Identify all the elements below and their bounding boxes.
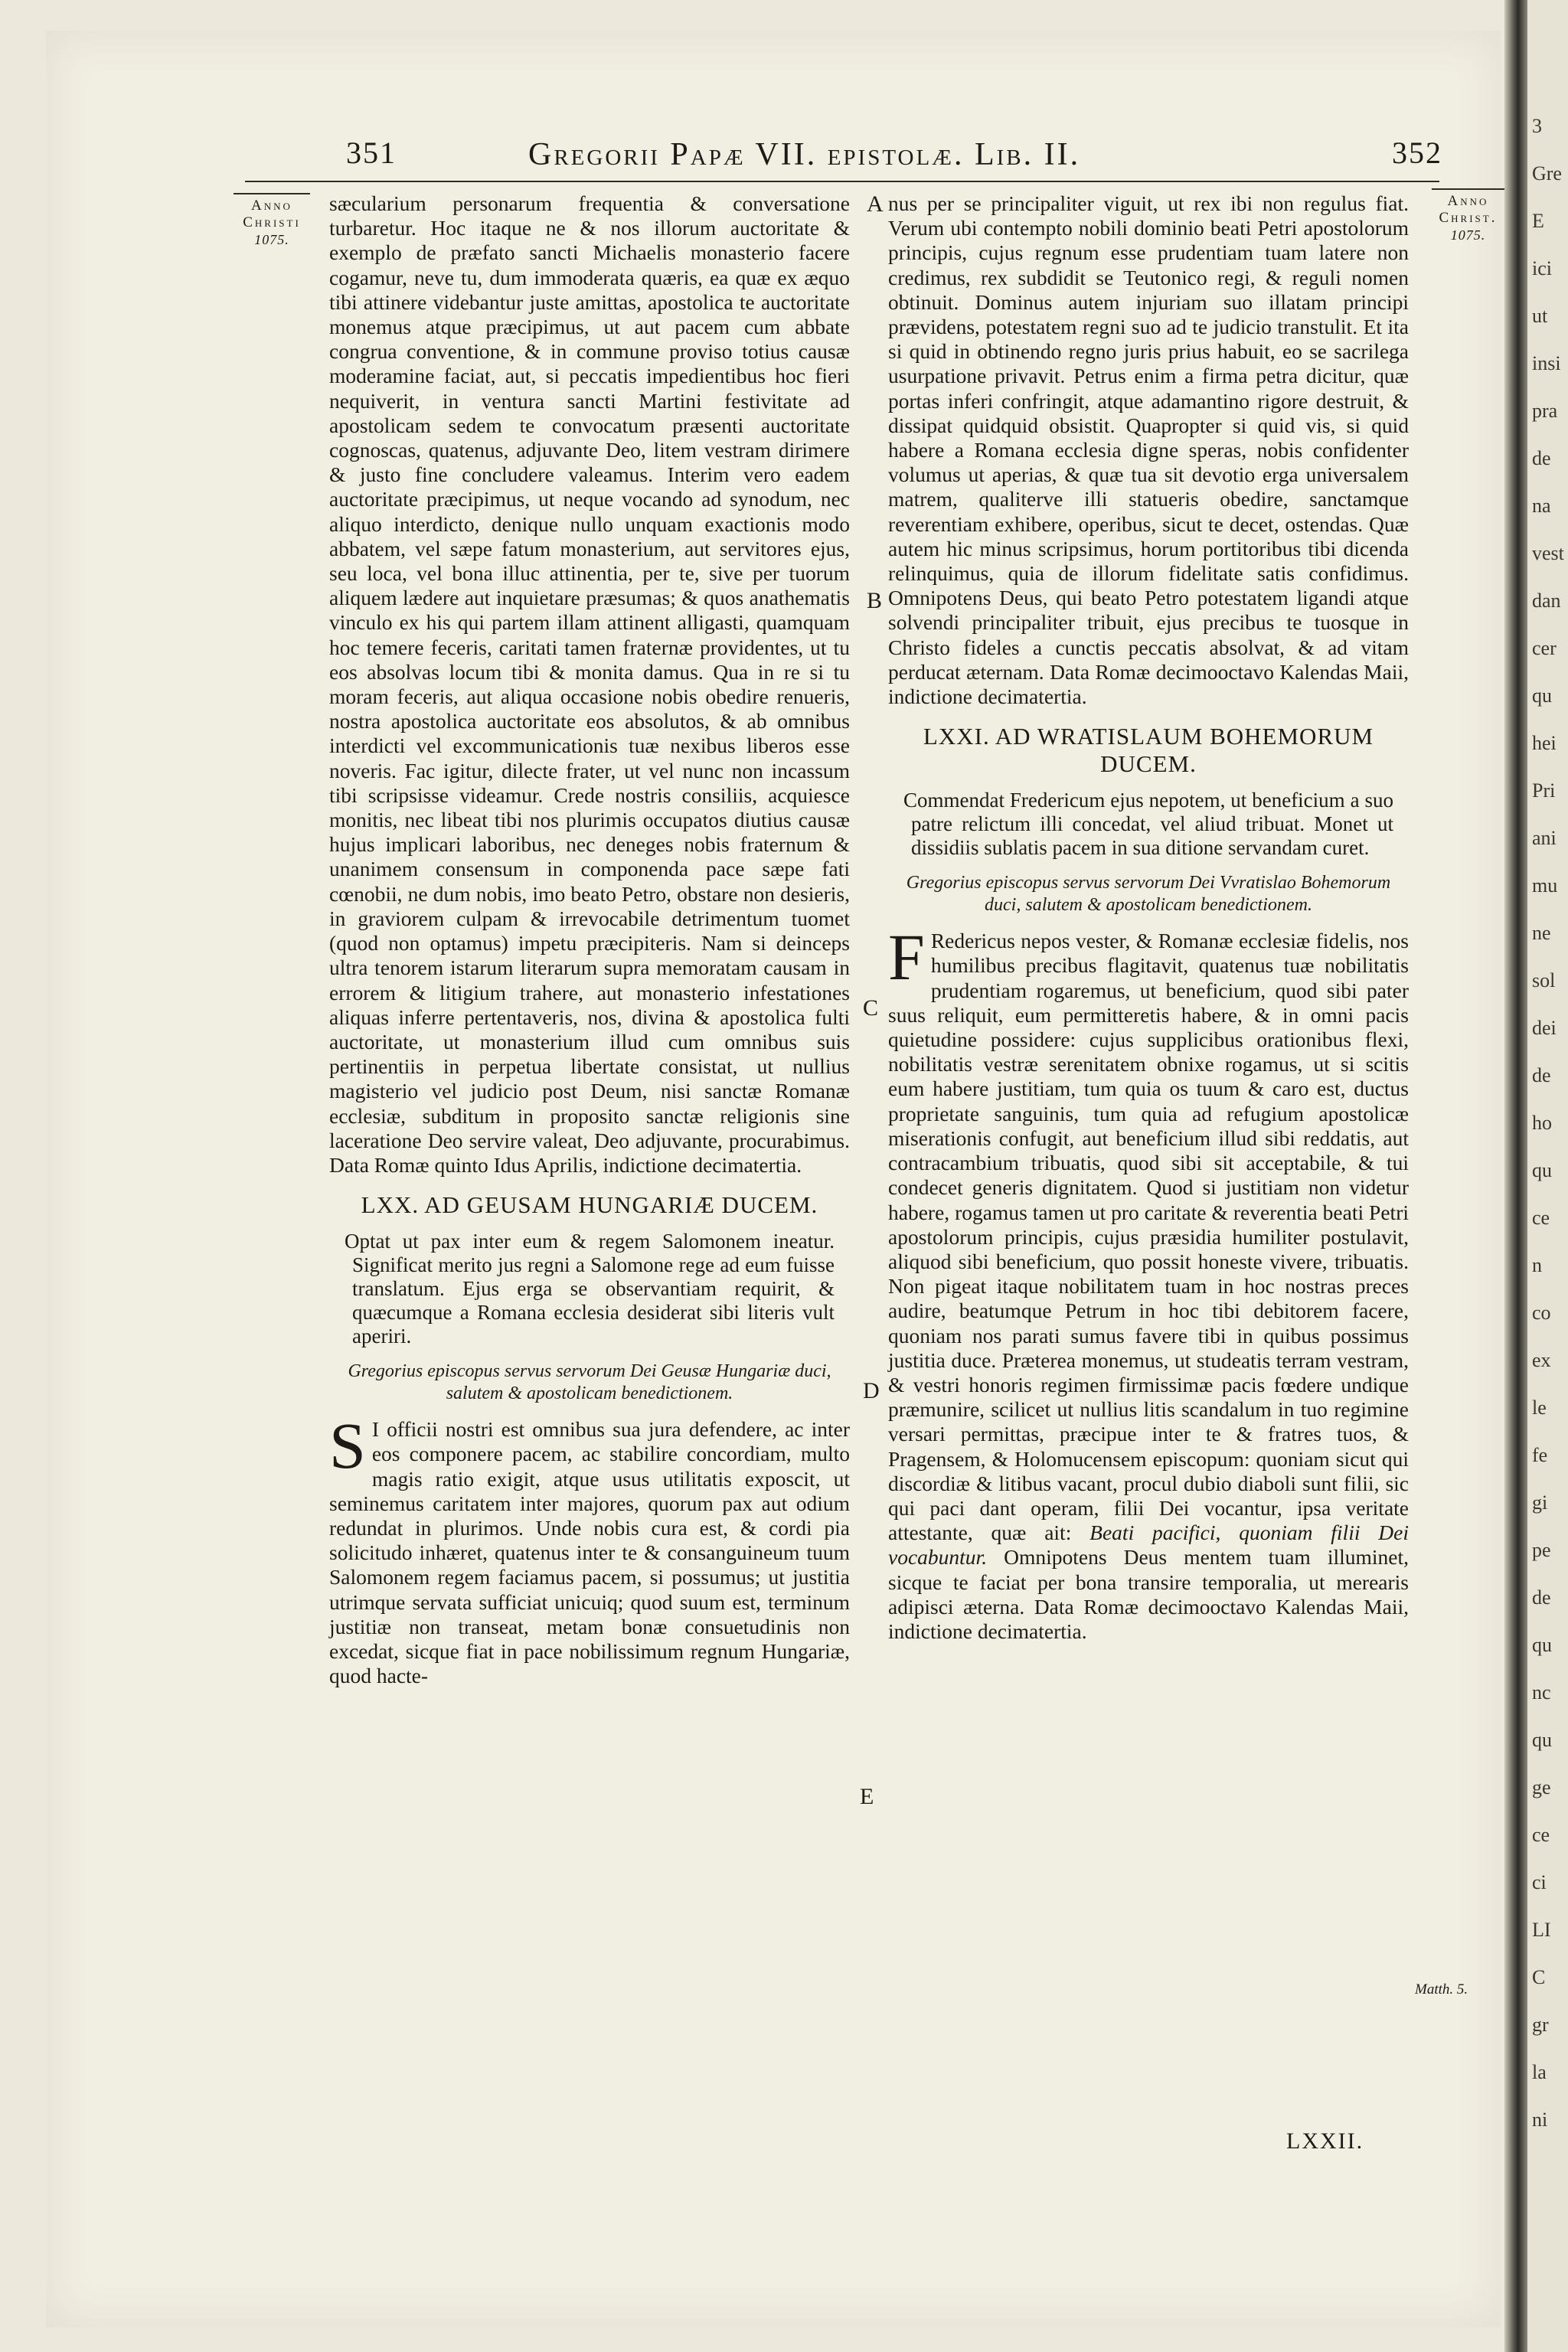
letter-lxxi-heading: LXXI. AD WRATISLAUM BOHEMORUM DUCEM. <box>923 723 1374 778</box>
next-page-fragment: ci <box>1532 1871 1547 1893</box>
letter-lxx-heading: LXX. AD GEUSAM HUNGARIÆ DUCEM. <box>361 1191 818 1219</box>
section-letter-d: D <box>863 1378 880 1403</box>
next-page-fragment: hei <box>1532 732 1557 754</box>
next-page-fragment: ut <box>1532 305 1548 327</box>
next-page-fragment: ex <box>1532 1349 1551 1371</box>
next-page-fragment: gr <box>1532 2014 1549 2036</box>
letter-lxx-text: I officii nostri est omnibus sua jura defendere, ac inter eos componere pacem, ac stabilire concordiam, multo magis ratio exigit, atque usus utilitatis exposcit, ut seminemus caritatem inter majores, quorum pax aut odium redundat in plurimos. Unde nobis cura est, & cordi pia solicitudo inhæret, quatenus inter te & consanguineum tuum Salomonem regem faciamus pacem, si possumus; ut justitia utrimque servata sufficiat unicuiq; quod suum est, terminum justitiæ non transeat, metam bonæ consuetudinis non excedat, sicque fiat in pace nobilissimum regnum Hungariæ, quod hacte- <box>329 1417 850 1688</box>
margin-christi-right: Christ. <box>1439 210 1498 226</box>
next-page-fragment: ge <box>1532 1776 1551 1798</box>
next-page-fragment: E <box>1532 210 1544 232</box>
left-page-number: 351 <box>346 136 397 170</box>
margin-year-right <box>1428 188 1508 243</box>
letter-lxix-continuation: sæcularium personarum frequentia & conversatione turbaretur. Hoc itaque ne & nos illorum auctoritate & exemplo de præfato sancti Michaelis monasterio facere cogamur, neve tu, dum immoderata quæris, ea quæ ex æquo tibi attinere videbantur juste amittas, apostolica te auctoritate monemus atque præcipimus, ut aut pacem cum abbate congrua conventione, & in commune proviso totius causæ moderamine faciat, aut, si peccatis impedientibus hoc fieri nequiverit, in ventura sancti Martini festivitate ad apostolicam sedem te convocatum præsenti auctoritate cognoscas, quatenus, adjuvante Deo, litem vestram dirimere & justo fine concludere valeamus. Interim vero eadem auctoritate præcipimus, ut neque vocando ad synodum, nec aliquo interdicto, denique nullo unquam exactionis modo abbatem, vel sæpe fatum monasterium, aut servitores ejus, seu loca, vel bona illuc attinentia, per te, sive per tuorum aliquem lædere aut inquietare præsumas; & quos anathematis vinculo ex his qui partem illam attinent alligasti, quamquam hoc temere feceris, caritati tamen fraternæ providentes, ut tu eos absolvas locum tibi & monita damus. Qua in re si tu moram feceris, aut aliqua occasione nobis obedire renueris, nostra apostolica auctoritate eos absolutos, & ab omnibus interdicti vel excommunicationis tuæ nexibus liberos esse noveris. Fac igitur, dilecte frater, ut vel nunc non incassum tibi scripsisse videamur. Crede nostris consiliis, acquiesce monitis, nec libeat tibi nos plurimis occupatos diutius causæ hujus implicari laboribus, nec deneges nobis fraternum & unanimem consensum in componenda pace sæpe fati cœnobii, ne dum nobis, imo beato Petro, obstare non desieris, in graviorem culpam & irrevocabile detrimentum tuomet (quod non optamus) impetu præcipiteris. Nam si deinceps ultra tenorem istarum literarum supra memoratam causam in errorem & litigium trahere, aut monasterio infestationes aliquas inferre pertentaveris, nos, divina & apostolica fulti auctoritate, ut monasterium illud cum omnibus suis pertinentiis in perpetua libertate consistat, ut nullius magisterio vel judicio post Deum, nisi sanctæ Romanæ ecclesiæ, subditum in proposito sanctæ religionis sine laceratione Deo servire valeat, Deo adjuvante, procurabimus. Data Romæ quinto Idus Aprilis, indictione decimatertia. <box>329 191 850 1177</box>
margin-rule-right <box>1432 188 1504 190</box>
margin-rule-left <box>234 193 310 194</box>
catchword: LXXII. <box>1286 2128 1364 2154</box>
next-page-fragment: qu <box>1532 1634 1552 1656</box>
right-page-number: 352 <box>1392 136 1442 170</box>
margin-christi-left: Christi <box>243 214 301 230</box>
letter-lxxi-summary: Commendat Fredericum ejus nepotem, ut beneficium a suo patre relictum illi concedat, vel aliud tribuat. Monet ut dissidiis sublatis pacem in sua ditione servandam curet. <box>903 789 1393 860</box>
next-page-fragment: LI <box>1532 1919 1551 1941</box>
letter-lxx-body <box>329 1409 850 1688</box>
left-column <box>329 191 850 1688</box>
next-page-fragment: qu <box>1532 1729 1552 1751</box>
next-page-fragment: pra <box>1532 400 1558 422</box>
next-page-fragment: cer <box>1532 637 1557 659</box>
running-title: Gregorii Papæ VII. epistolæ. Lib. II. <box>528 137 1081 172</box>
next-page-edge <box>1527 0 1568 2352</box>
next-page-fragment: mu <box>1532 874 1558 897</box>
next-page-fragment: ni <box>1532 2109 1548 2131</box>
next-page-fragment: de <box>1532 1586 1551 1609</box>
next-page-fragment: ho <box>1532 1112 1552 1134</box>
margin-anno-right: Anno <box>1447 193 1489 209</box>
next-page-fragment: dei <box>1532 1017 1557 1039</box>
letter-lxxi-body <box>888 920 1410 1644</box>
next-page-fragment: insi <box>1532 352 1561 374</box>
next-page-fragment: qu <box>1532 684 1552 707</box>
next-page-fragment: nc <box>1532 1681 1551 1704</box>
right-column <box>888 191 1409 1644</box>
next-page-fragment: ici <box>1532 257 1552 279</box>
section-letter-b: B <box>867 588 883 613</box>
next-page-fragment: le <box>1532 1396 1547 1419</box>
letter-lxx-salutation: Gregorius episcopus servus servorum Dei Geusæ Hungariæ duci, salutem & apostolicam benedictionem. <box>348 1361 831 1404</box>
next-page-fragment: co <box>1532 1302 1551 1324</box>
margin-year-left <box>226 193 318 248</box>
next-page-fragment: de <box>1532 447 1551 469</box>
letter-lxxi-salutation: Gregorius episcopus servus servorum Dei Vvratislao Bohemorum duci, salutem & apostolicam benedictionem. <box>906 873 1391 916</box>
next-page-fragment: ce <box>1532 1207 1550 1229</box>
section-letter-c: C <box>863 995 879 1021</box>
next-page-fragment: fe <box>1532 1444 1548 1466</box>
letter-lxxi-text: Redericus nepos vester, & Romanæ ecclesiæ fidelis, nos humilibus precibus flagitavit, quatenus tuæ nobilitatis prudentiam rogaremus, ut beneficium, quod sibi pater suus reliquit, eum permitteretis habere, & in omni pacis quietudine possidere: cujus supplicibus orationibus flexi, nobilitatis vestræ serenitatem obnixe rogamus, ut si scitis eum habere justitiam, tum quia os tuum & caro est, ductus proprietate sanguinis, tum quia ad refugium apostolicæ miserationis confugit, aut beneficium illud sibi reddatis, aut contracambium tribuatis, quod sibi sit acceptabile, & tui condecet generis dignitatem. Quod si justitiam non videtur habere, rogamus tamen ut pro caritate & reverentia beati Petri apostolorum principis, cujus præsidia humiliter postulavit, aliquod sibi beneficium, quo possit honeste vivere, tribuatis. Non pigeat itaque nobilitatem tuam in hoc nostras preces audire, beatumque Petrum in hoc tibi debitorem facere, quoniam nos parati sumus favere tibi in quibus possimus justitia duce. Præterea monemus, ut studeatis terram vestram, & vestri honoris regimen firmissimæ pacis fœdere undique præmunire, scilicet ut nullius litis scandalum in tuo regimine versari permittas, præcipue inter te & fratres tuos, & Pragensem, & Holomucensem episcopum: quoniam sicut qui discordiæ & litibus vacant, procul dubio diaboli sunt filii, sic qui paci dant operam, filii Dei vocantur, ipsa veritate attestante, quæ ait: <box>888 929 1409 1545</box>
next-page-fragment: dan <box>1532 590 1561 612</box>
next-page-fragment: n <box>1532 1254 1542 1276</box>
next-page-fragment: gi <box>1532 1491 1548 1514</box>
next-page-fragment: pe <box>1532 1539 1551 1561</box>
next-page-fragment: qu <box>1532 1159 1552 1181</box>
head-rule <box>245 181 1439 182</box>
next-page-fragment: vest <box>1532 542 1564 564</box>
next-page-fragment: Gre <box>1532 162 1562 185</box>
scripture-quote: Beati pacifici, quoniam filii Dei vocabuntur. <box>888 1521 1410 1570</box>
dropcap-f: F <box>888 920 925 995</box>
next-page-fragment: na <box>1532 495 1551 517</box>
dropcap-s: S <box>329 1409 366 1483</box>
section-letter-e: E <box>860 1784 874 1809</box>
next-page-fragment: de <box>1532 1064 1551 1086</box>
section-letter-a: A <box>867 191 884 217</box>
next-page-fragment: ani <box>1532 827 1557 849</box>
next-page-fragment: ne <box>1532 922 1551 944</box>
next-page-fragment: ce <box>1532 1824 1550 1846</box>
next-page-fragment: la <box>1532 2061 1547 2083</box>
book-spine <box>1504 0 1527 2352</box>
next-page-fragment: Pri <box>1532 779 1556 802</box>
margin-anno-left: Anno <box>251 198 292 214</box>
letter-lxx-continuation: nus per se principaliter viguit, ut rex ibi non regulus fiat. Verum ubi contempto nobili dominio beati Petri apostolorum principis, cujus regnum esse prudentiam tuam latere non credimus, rex subdidit se Teutonico regi, & reguli nomen obtinuit. Dominus autem injuriam suo illatam principi prævidens, potestatem regni suo ad te judicio transtulit. Et ita si quid in obtinendo regno juris prius habuit, eo se sacrilega usurpatione privavit. Petrus enim a firma petra dicitur, quæ portas inferi confringit, atque adamantino rigore destruit, & dissipat quidquid obsistit. Quapropter si quid vis, si quid habere a Romana ecclesia digne speras, nobis confidenter volumus ut aperias, & quæ tua sit devotio erga universalem matrem, qualiterve illi statueris obedire, sanctamque reverentiam exhibere, operibus, sicut te decet, ostendas. Quæ autem hic minus scripsimus, horum portitoribus tibi dicenda relinquimus, quia de illorum fidelitate satis confidimus. Omnipotens Deus, qui beato Petro potestatem ligandi atque solvendi principaliter tribuit, ejus precibus te tuosque in Christo fideles a cunctis peccatis absolvat, & ad vitam perducat æternam. Data Romæ decimooctavo Kalendas Maii, indictione decimatertia. <box>888 191 1409 709</box>
next-page-fragment: C <box>1532 1966 1546 1988</box>
running-head <box>0 135 1568 181</box>
next-page-fragment: 3 <box>1532 115 1542 137</box>
side-reference: Matth. 5. <box>1415 1981 1468 1998</box>
margin-year-value-right: 1075. <box>1450 227 1486 243</box>
next-page-fragment: sol <box>1532 969 1556 991</box>
margin-year-value-left: 1075. <box>254 232 289 247</box>
letter-lxx-summary: Optat ut pax inter eum & regem Salomonem ineatur. Significat merito jus regni a Salomone rege ad eum fuisse translatum. Ejus erga se observantiam requirit, & quæcumque a Romana ecclesia desiderat sibi literis vult aperiri. <box>345 1230 835 1348</box>
letter-lxxi-closing: Omnipotens Deus mentem tuam illuminet, sicque te faciat per bona transire temporalia, ut merearis adipisci æterna. Data Romæ decimooctavo Kalendas Maii, indictione decimatertia. <box>888 1545 1410 1643</box>
